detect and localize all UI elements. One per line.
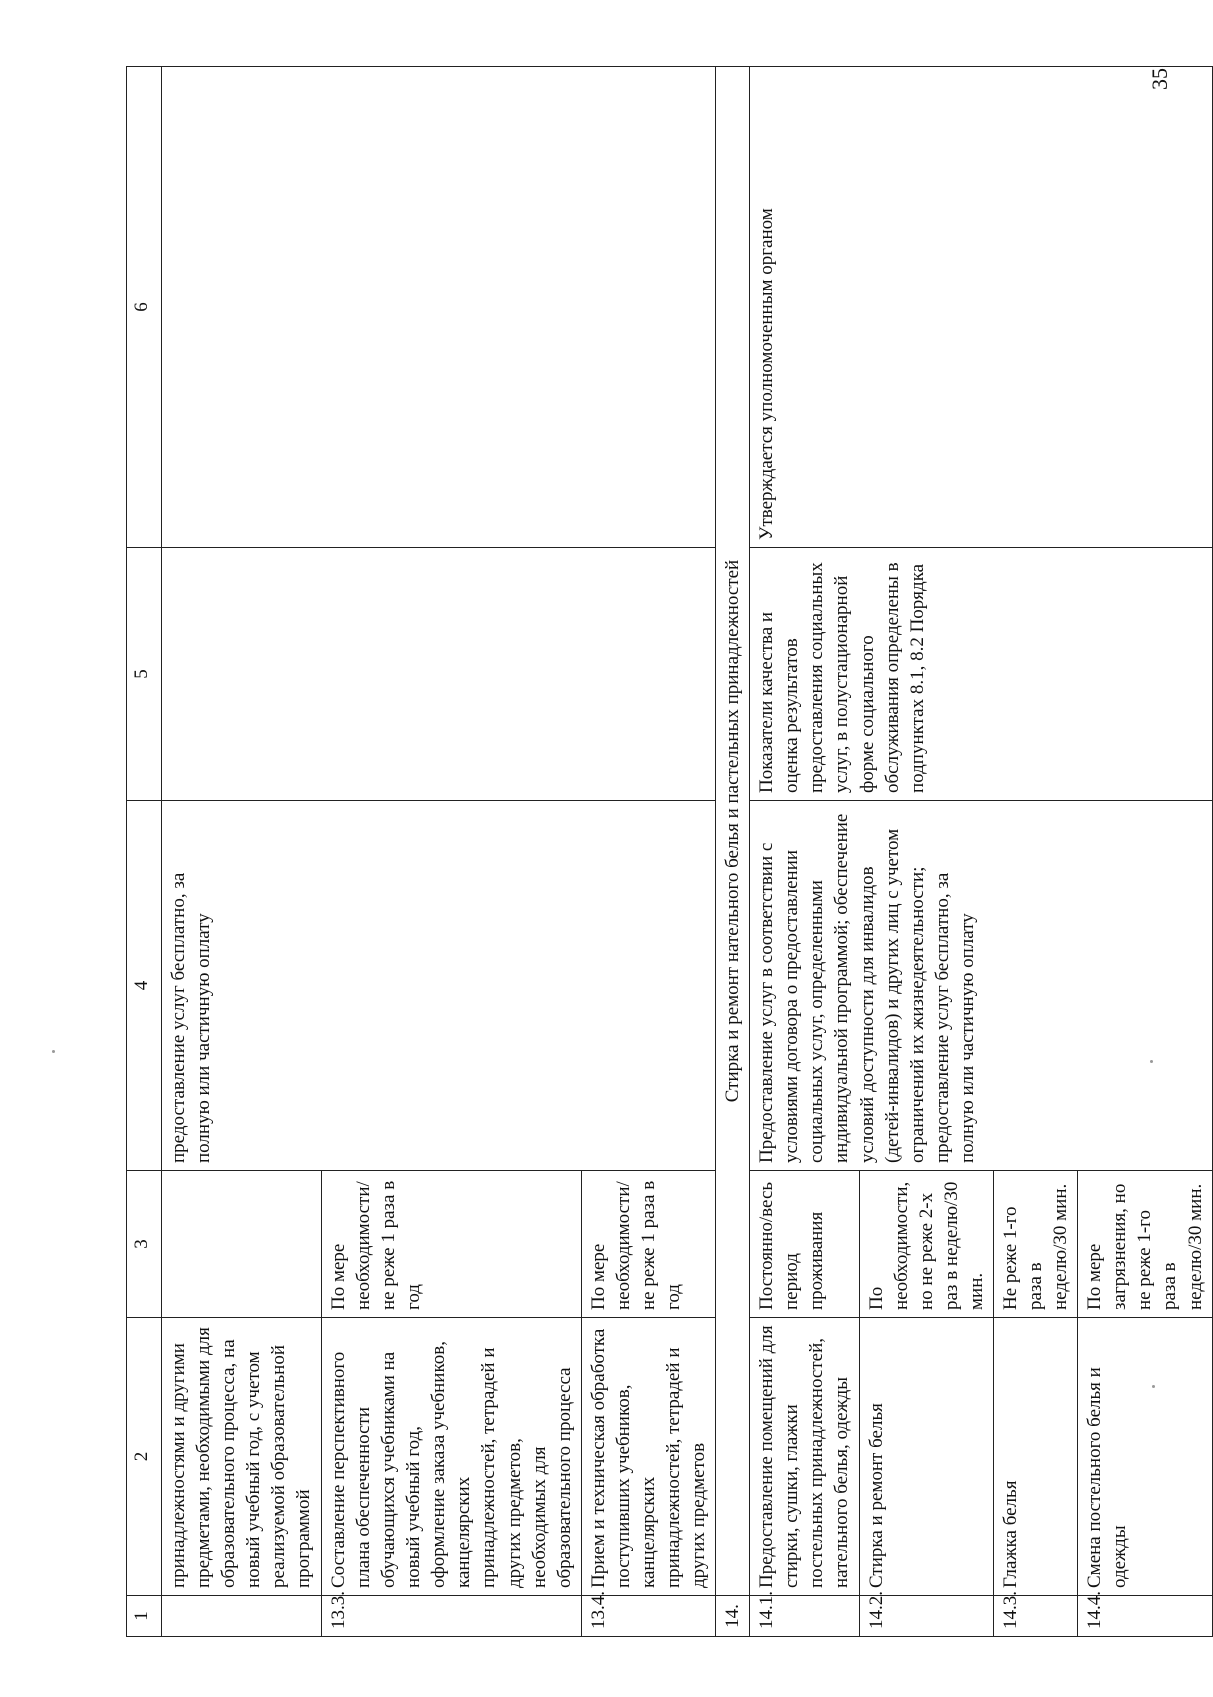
cell	[162, 1596, 322, 1637]
page-number: 35	[1147, 68, 1172, 90]
row-number: 14.4.	[1078, 1596, 1212, 1637]
col-header-2: 2	[127, 1318, 162, 1596]
row-number: 13.4.	[581, 1596, 715, 1637]
cell-service: Предоставление помещений для стирки, сушки, глажки постельных принадлежностей, нательного белья, одежды	[750, 1318, 859, 1596]
row-number: 14.1.	[750, 1596, 859, 1637]
cell-frequency: По необходимости, но не реже 2-х раз в неделю/30 мин.	[859, 1171, 993, 1318]
col-header-5: 5	[127, 548, 162, 801]
section-row	[716, 67, 750, 1637]
table-row	[162, 67, 322, 1637]
scan-speck	[52, 1050, 55, 1053]
scan-speck	[1150, 1060, 1153, 1063]
cell-service: Прием и техническая обработка поступивших учебников, канцелярских принадлежностей, тетрадей и других предметов	[581, 1318, 715, 1596]
cell-service: Смена постельного белья и одежды	[1078, 1318, 1212, 1596]
row-number: 14.2.	[859, 1596, 993, 1637]
cell-quality: Показатели качества и оценка результатов предоставления социальных услуг, в полустационарной форме социального обслуживания определены в подпунктах 8.1, 8.2 Порядка	[750, 548, 1212, 801]
cell-frequency: Не реже 1-го раза в неделю/30 мин.	[993, 1171, 1077, 1318]
col-header-1: 1	[127, 1596, 162, 1637]
cell-standard: предоставление услуг бесплатно, за полную или частичную оплату	[162, 801, 716, 1171]
cell-frequency: Постоянно/весь период проживания	[750, 1171, 859, 1318]
col-header-6: 6	[127, 67, 162, 548]
cell-service: Стирка и ремонт белья	[859, 1318, 993, 1596]
cell	[162, 67, 716, 548]
cell-frequency: По мере необходимости/ не реже 1 раза в год	[581, 1171, 715, 1318]
cell-standard: Предоставление услуг в соответствии с условиями договора о предоставлении социальных услуг, определенными индивидуальной программой; обеспечение условий доступности для инвалидов (детей-инвалидов) и других лиц с учетом ограничений их жизнедеятельности; предоставление услуг бесплатно, за полную или частичную оплату	[750, 801, 1212, 1171]
section-title: Стирка и ремонт нательного белья и пастельных принадлежностей	[716, 67, 750, 1596]
cell-service: Глажка белья	[993, 1318, 1077, 1596]
cell	[162, 548, 716, 801]
header-row	[127, 67, 162, 1637]
cell-conditions: Утверждается уполномоченным органом	[750, 67, 1212, 548]
cell-service: Составление перспективного плана обеспеченности обучающихся учебниками на новый учебный год, оформление заказа учебников, канцелярских принадлежностей, тетрадей и других предметов, необходимых для образовательного процесса	[322, 1318, 582, 1596]
cell-frequency: По мере необходимости/ не реже 1 раза в год	[322, 1171, 582, 1318]
table-row	[750, 67, 859, 1637]
cell-frequency: По мере загрязнения, но не реже 1-го раза в неделю/30 мин.	[1078, 1171, 1212, 1318]
row-number: 14.3.	[993, 1596, 1077, 1637]
cell	[162, 1171, 322, 1318]
row-number: 13.3.	[322, 1596, 582, 1637]
cell-service: принадлежностями и другими предметами, необходимыми для образовательного процесса, на новый учебный год, с учетом реализуемой образовательной программой	[162, 1318, 322, 1596]
services-table	[126, 66, 1213, 1637]
row-number: 14.	[716, 1596, 750, 1637]
col-header-4: 4	[127, 801, 162, 1171]
col-header-3: 3	[127, 1171, 162, 1318]
scan-speck	[1152, 1385, 1155, 1388]
